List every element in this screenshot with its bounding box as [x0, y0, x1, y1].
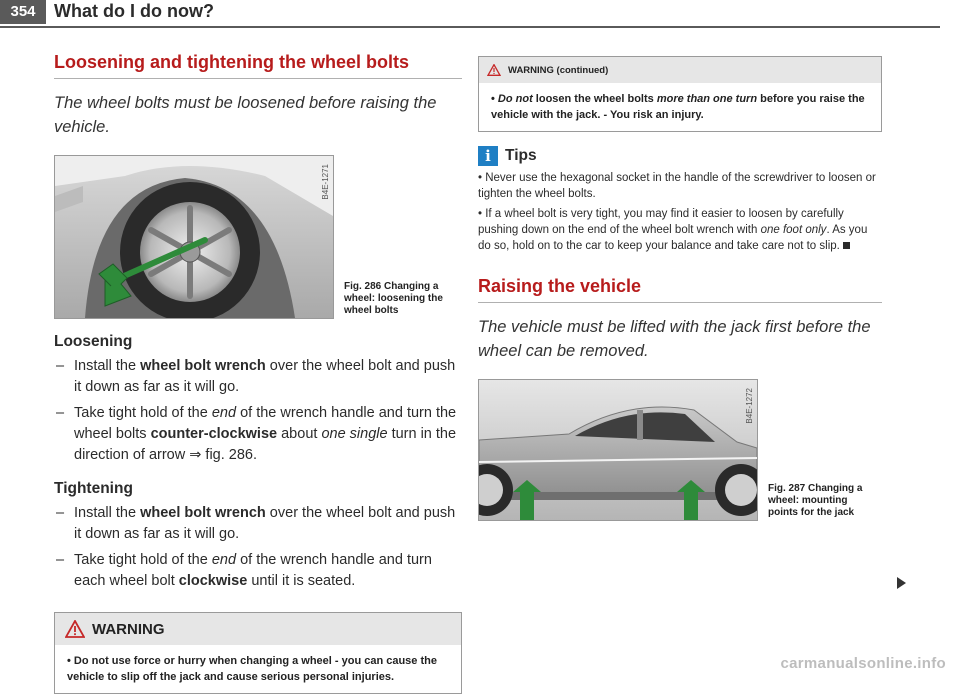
- figure-code: B4E-1272: [745, 388, 754, 424]
- warning-triangle-icon: [487, 64, 501, 76]
- continued-arrow-icon: [897, 577, 906, 589]
- warning-continued-header: WARNING (continued): [479, 57, 881, 83]
- figure-caption: Fig. 286 Changing a wheel: loosening the wheel bolts: [344, 281, 443, 316]
- warning-continued-box: [478, 56, 882, 132]
- page-number: 354: [0, 0, 46, 24]
- watermark: carmanualsonline.info: [780, 655, 946, 672]
- section-title-wheel-bolts: Loosening and tightening the wheel bolts: [54, 52, 462, 79]
- warning-box: [54, 612, 462, 694]
- header-rule: [0, 26, 940, 28]
- loosening-step-2: – Take tight hold of the end of the wrench handle and turn the wheel bolts counter-clockwise about one single turn in the direction of arrow ⇒ fig. 286.: [54, 403, 462, 466]
- warning-header: WARNING: [55, 613, 461, 645]
- right-column: [478, 52, 882, 521]
- loosening-steps: [54, 356, 462, 466]
- info-icon: i: [478, 146, 498, 166]
- figure-caption: Fig. 287 Changing a wheel: mounting points for the jack: [768, 483, 863, 518]
- section-title-raising: Raising the vehicle: [478, 276, 882, 303]
- tightening-step-1: – Install the wheel bolt wrench over the wheel bolt and push it down as far as it will go.: [54, 503, 462, 545]
- tightening-heading: Tightening: [54, 480, 133, 497]
- warning-continued-text: • Do not loosen the wheel bolts more than one turn before you raise the vehicle with the jack. - You risk an injury.: [491, 93, 865, 121]
- loosening-step-1: – Install the wheel bolt wrench over the wheel bolt and push it down as far as it will go.: [54, 356, 462, 398]
- loosening-heading: Loosening: [54, 333, 133, 350]
- section-lead-raising: The vehicle must be lifted with the jack first before the wheel can be removed.: [478, 318, 871, 360]
- left-column: [54, 52, 462, 694]
- tip-1: • Never use the hexagonal socket in the handle of the screwdriver to loosen or tighten the wheel bolts.: [478, 172, 876, 200]
- car-jack-points-illustration: [478, 379, 758, 521]
- warning-triangle-icon: [65, 620, 85, 638]
- figure-code: B4E-1271: [321, 164, 330, 200]
- figure-286: [54, 155, 462, 319]
- section-lead-wheel-bolts: The wheel bolts must be loosened before raising the vehicle.: [54, 94, 437, 136]
- tip-2: • If a wheel bolt is very tight, you may find it easier to loosen by carefully pushing down on the end of the wheel bolt wrench with one foot only. As you do so, hold on to the car to keep your balance and take care not to slip.: [478, 208, 868, 252]
- wheel-wrench-illustration: [54, 155, 334, 319]
- chapter-title: What do I do now?: [54, 1, 214, 21]
- tightening-step-2: – Take tight hold of the end of the wrench handle and turn each wheel bolt clockwise until it is seated.: [54, 550, 462, 592]
- figure-287: [478, 379, 882, 521]
- warning-text: • Do not use force or hurry when changing a wheel - you can cause the vehicle to slip off the jack and cause serious personal injuries.: [67, 655, 437, 683]
- end-of-section-mark: [843, 242, 850, 249]
- tips-heading: i Tips: [478, 146, 882, 166]
- tightening-steps: [54, 503, 462, 592]
